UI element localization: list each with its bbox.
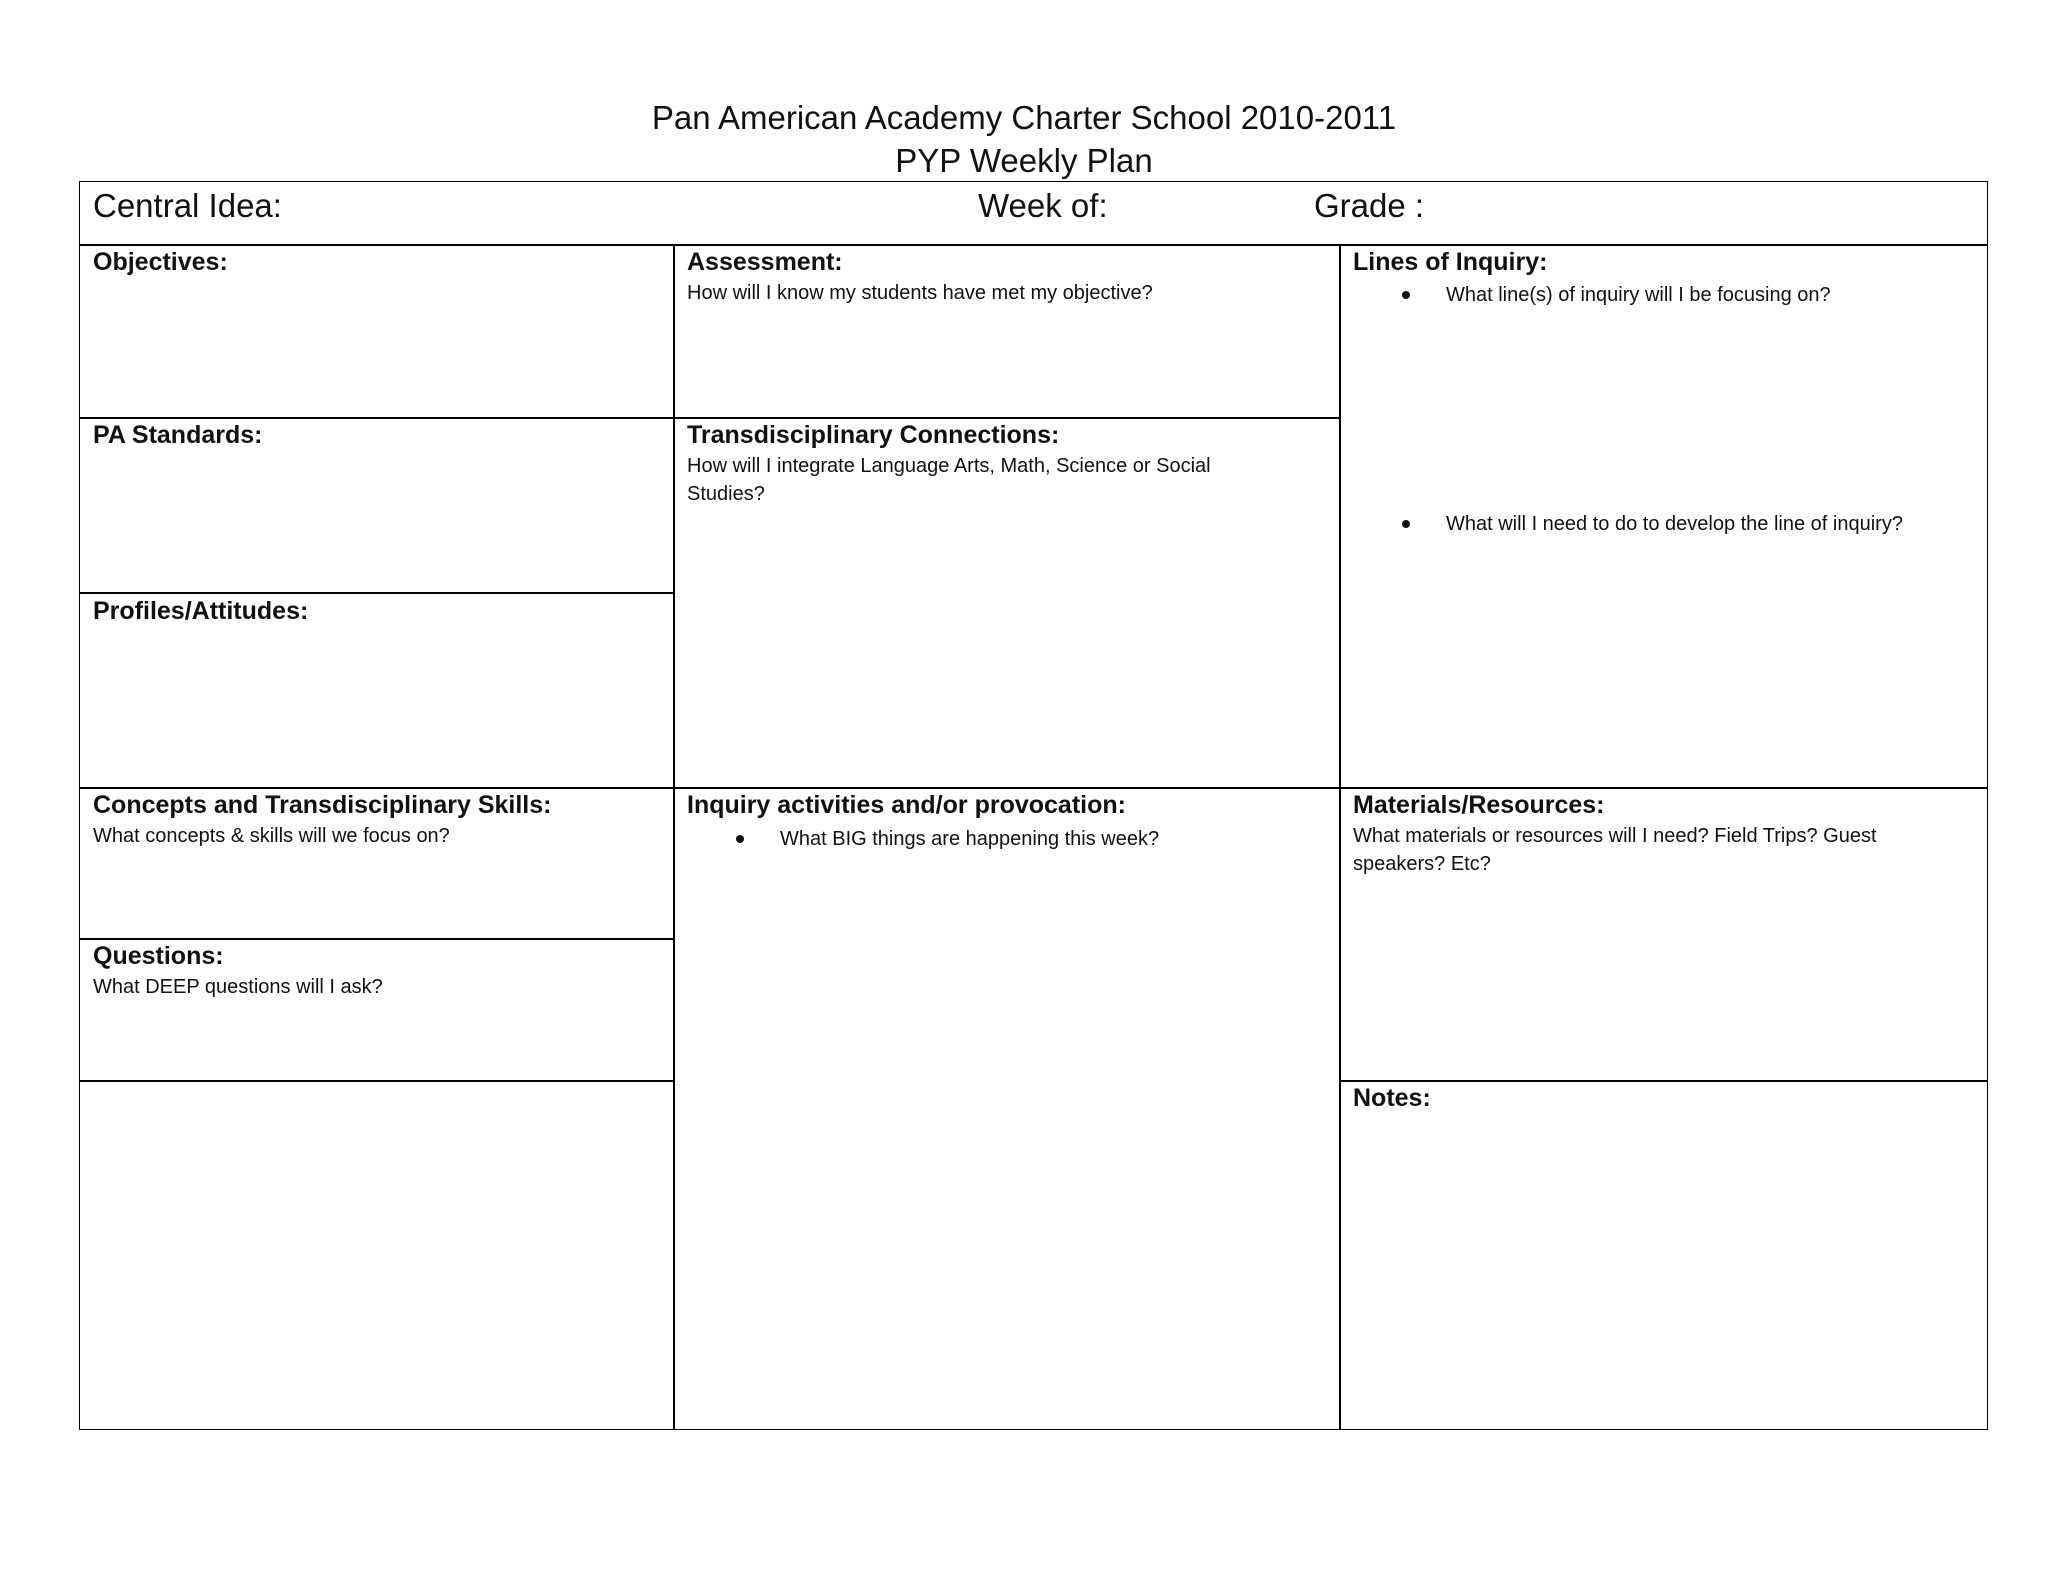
header-divider <box>79 244 1988 246</box>
objectives-cell <box>93 247 663 277</box>
row-divider-objectives <box>79 417 1340 419</box>
lines-of-inquiry-title: Lines of Inquiry: <box>1353 248 1548 276</box>
notes-cell <box>1353 1083 1963 1113</box>
objectives-title: Objectives: <box>93 248 228 276</box>
bullet-text: What BIG things are happening this week? <box>780 828 1160 850</box>
concepts-cell <box>93 790 663 850</box>
document-subtitle: PYP Weekly Plan <box>895 142 1153 179</box>
pa-standards-title: PA Standards: <box>93 421 263 449</box>
week-of-label: Week of: <box>978 187 1108 224</box>
transdisciplinary-title: Transdisciplinary Connections: <box>687 421 1060 449</box>
column-divider-2 <box>1339 244 1341 1430</box>
profiles-cell <box>93 596 663 626</box>
row-divider-materials <box>1339 1080 1988 1082</box>
assessment-prompt: How will I know my students have met my objective? <box>687 282 1153 304</box>
profiles-title: Profiles/Attitudes: <box>93 597 309 625</box>
bullet-dot-icon <box>1402 291 1410 299</box>
lines-of-inquiry-bullet-2 <box>1446 510 1986 538</box>
lines-of-inquiry-bullet-1 <box>1446 281 1986 309</box>
lines-of-inquiry-cell <box>1353 247 1978 277</box>
bullet-text: What will I need to do to develop the line of inquiry? <box>1446 513 1903 535</box>
column-divider-1 <box>673 244 675 1430</box>
transdisciplinary-cell <box>687 420 1287 508</box>
inquiry-activities-cell <box>687 790 1327 820</box>
questions-prompt: What DEEP questions will I ask? <box>93 976 383 998</box>
central-idea-label: Central Idea: <box>93 187 282 224</box>
bullet-text: What line(s) of inquiry will I be focusing on? <box>1446 284 1831 306</box>
questions-title: Questions: <box>93 942 224 970</box>
concepts-title: Concepts and Transdisciplinary Skills: <box>93 791 552 819</box>
questions-cell <box>93 941 663 1001</box>
inquiry-activities-title: Inquiry activities and/or provocation: <box>687 791 1126 819</box>
assessment-cell <box>687 247 1327 307</box>
document-title: Pan American Academy Charter School 2010-2011 <box>651 99 1397 136</box>
pa-standards-cell <box>93 420 663 450</box>
row-divider-standards <box>79 592 674 594</box>
transdisciplinary-prompt: How will I integrate Language Arts, Math, Science or Social Studies? <box>687 455 1211 505</box>
notes-title: Notes: <box>1353 1084 1431 1112</box>
materials-prompt: What materials or resources will I need? Field Trips? Guest speakers? Etc? <box>1353 825 1877 875</box>
row-divider-questions <box>79 1080 674 1082</box>
grade-label: Grade : <box>1314 187 1425 224</box>
bullet-dot-icon <box>736 835 744 843</box>
assessment-title: Assessment: <box>687 248 843 276</box>
bullet-dot-icon <box>1402 520 1410 528</box>
materials-cell <box>1353 790 1963 878</box>
inquiry-activities-bullet-1 <box>780 825 1320 853</box>
row-divider-concepts <box>79 938 674 940</box>
concepts-prompt: What concepts & skills will we focus on? <box>93 825 450 847</box>
row-divider-main <box>79 787 1988 789</box>
materials-title: Materials/Resources: <box>1353 791 1605 819</box>
